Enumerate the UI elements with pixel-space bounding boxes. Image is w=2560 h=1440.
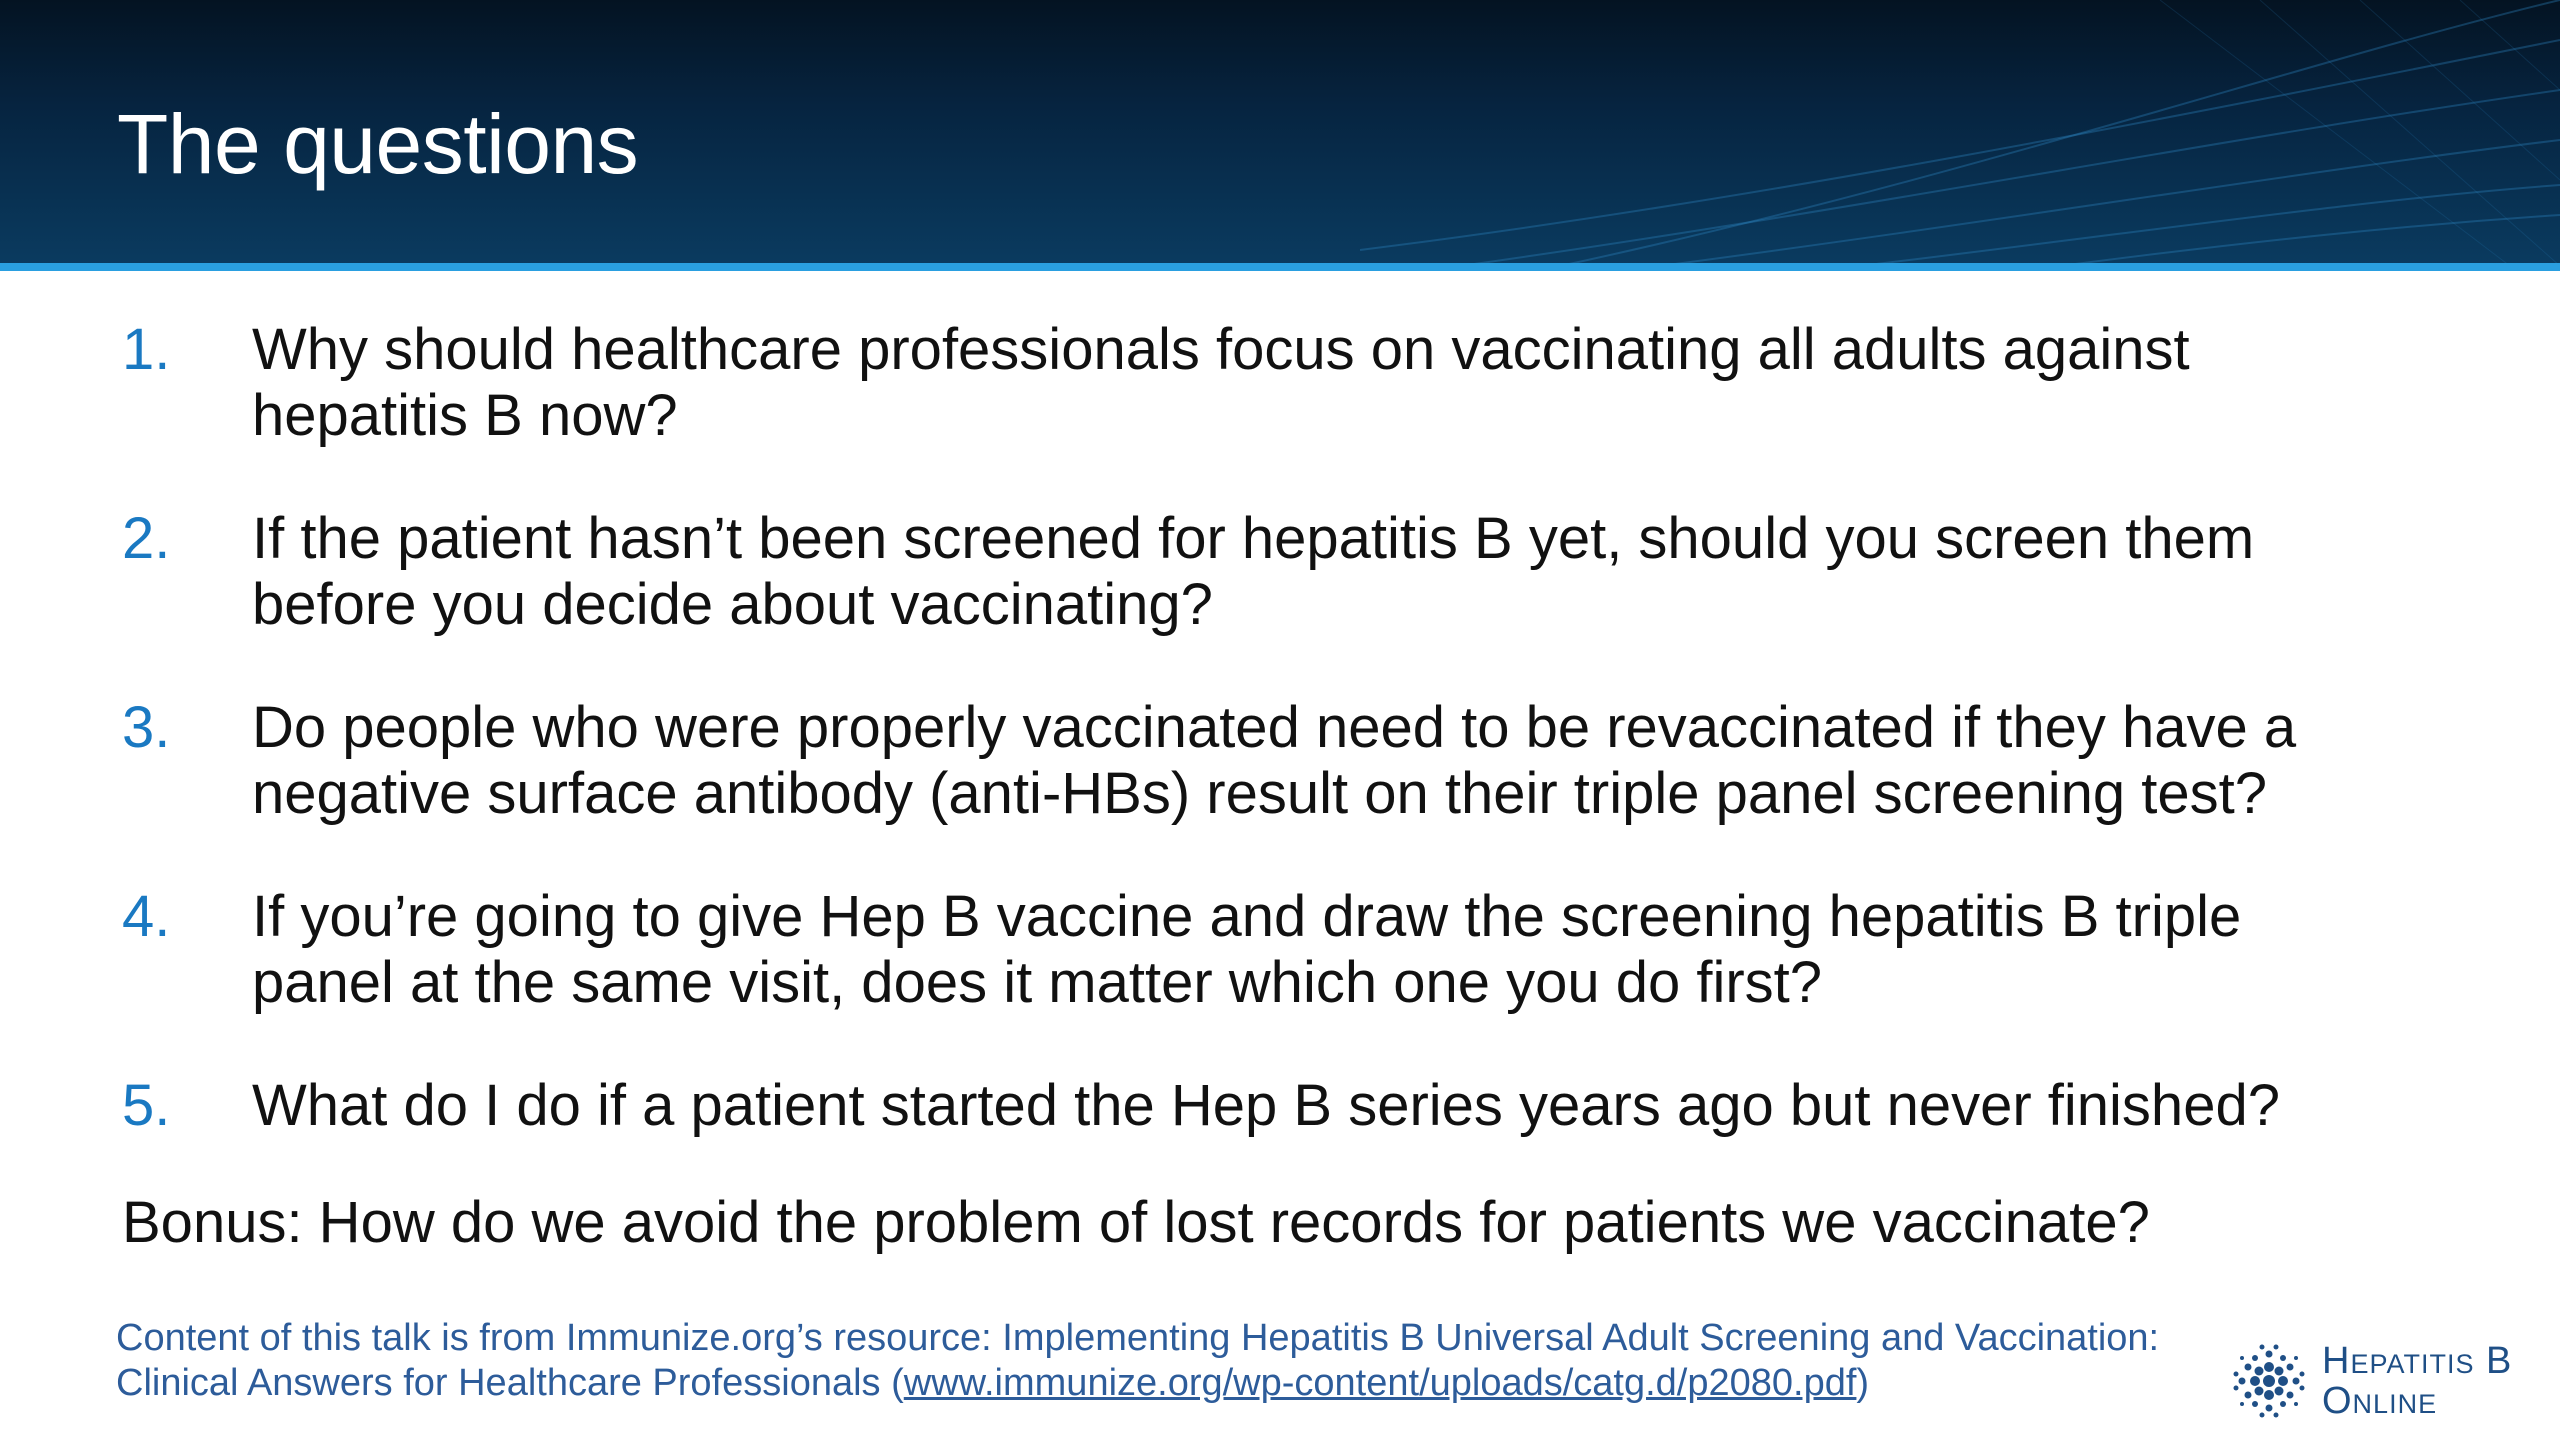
question-number: 5. — [122, 1073, 171, 1138]
question-number: 4. — [122, 884, 171, 949]
source-link[interactable]: www.immunize.org/wp-content/uploads/catg.d/p2080.pdf — [903, 1362, 1857, 1404]
question-text — [252, 695, 2296, 827]
question-line: negative surface antibody (anti-HBs) result on their triple panel screening test? — [252, 761, 2267, 826]
question-number: 2. — [122, 506, 171, 571]
source-footnote — [116, 1316, 2216, 1406]
hepatitis-b-online-logo — [2228, 1336, 2528, 1426]
globe-dots-icon — [2228, 1340, 2310, 1422]
question-item-3 — [122, 695, 2452, 827]
question-line: Why should healthcare professionals focus on vaccinating all adults against — [252, 317, 2190, 382]
question-number: 3. — [122, 695, 171, 760]
question-line: If you’re going to give Hep B vaccine and draw the screening hepatitis B triple — [252, 884, 2242, 949]
question-line: What do I do if a patient started the Hep B series years ago but never finished? — [252, 1073, 2280, 1138]
question-text — [252, 1073, 2280, 1139]
header-accent-line — [0, 263, 2560, 271]
question-line: before you decide about vaccinating? — [252, 572, 1213, 637]
question-text — [252, 884, 2241, 1016]
question-line: Do people who were properly vaccinated need to be revaccinated if they have a — [252, 695, 2297, 760]
question-line: hepatitis B now? — [252, 383, 678, 448]
logo-line-2: Online — [2322, 1380, 2438, 1422]
question-line: panel at the same visit, does it matter which one you do first? — [252, 950, 1823, 1015]
logo-line-1: Hepatitis B — [2322, 1340, 2513, 1382]
footnote-line-1: Content of this talk is from Immunize.org’s resource: Implementing Hepatitis B Universal Adult Screening and Vaccination: — [116, 1317, 2160, 1359]
footnote-line-2-prefix: Clinical Answers for Healthcare Professionals ( — [116, 1362, 904, 1404]
question-item-4 — [122, 884, 2452, 1016]
bonus-question: Bonus: How do we avoid the problem of lost records for patients we vaccinate? — [122, 1190, 2150, 1255]
question-line: If the patient hasn’t been screened for hepatitis B yet, should you screen them — [252, 506, 2255, 571]
question-item-5 — [122, 1073, 2452, 1139]
footnote-line-2-suffix: ) — [1856, 1362, 1870, 1404]
question-item-2 — [122, 506, 2452, 638]
slide-title: The questions — [117, 97, 639, 191]
question-number: 1. — [122, 317, 171, 382]
questions-list — [122, 317, 2452, 1196]
logo-wordmark — [2322, 1341, 2512, 1421]
header-swoosh-graphic — [1360, 0, 2560, 266]
slide-header — [0, 0, 2560, 266]
question-item-1 — [122, 317, 2452, 449]
question-text — [252, 506, 2254, 638]
question-text — [252, 317, 2190, 449]
